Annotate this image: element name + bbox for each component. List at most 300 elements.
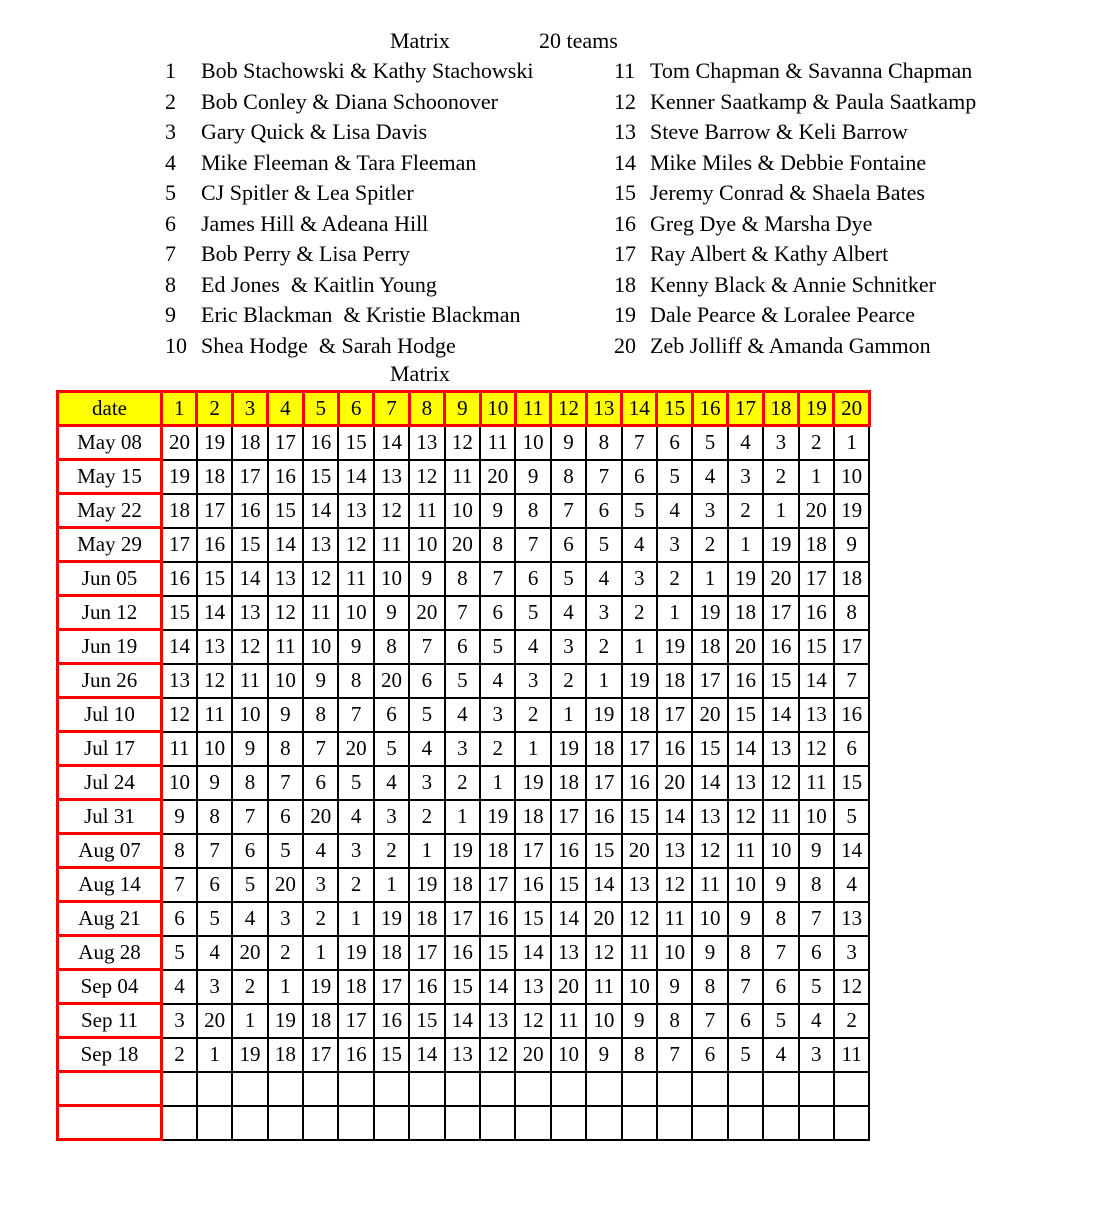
matrix-cell <box>657 1106 692 1140</box>
matrix-cell: 9 <box>303 664 338 698</box>
matrix-cell: 12 <box>763 766 798 800</box>
matrix-cell: 4 <box>692 460 727 494</box>
matrix-cell: 4 <box>622 528 657 562</box>
matrix-cell: 12 <box>834 970 869 1004</box>
matrix-cell: 20 <box>480 460 515 494</box>
matrix-cell: 10 <box>445 494 480 528</box>
team-column-header: 13 <box>586 392 621 426</box>
team-number: 3 <box>165 119 176 144</box>
matrix-cell <box>834 1106 869 1140</box>
matrix-cell: 4 <box>657 494 692 528</box>
matrix-cell: 13 <box>303 528 338 562</box>
matrix-cell <box>551 1106 586 1140</box>
team-column-header: 9 <box>445 392 480 426</box>
matrix-cell: 20 <box>338 732 373 766</box>
matrix-cell: 10 <box>551 1038 586 1072</box>
matrix-cell: 17 <box>374 970 409 1004</box>
matrix-cell: 17 <box>338 1004 373 1038</box>
matrix-cell: 7 <box>480 562 515 596</box>
matrix-cell: 19 <box>622 664 657 698</box>
matrix-cell: 3 <box>622 562 657 596</box>
matrix-cell: 16 <box>586 800 621 834</box>
matrix-cell: 2 <box>728 494 763 528</box>
matrix-cell: 1 <box>728 528 763 562</box>
matrix-cell: 2 <box>799 426 834 460</box>
matrix-cell: 5 <box>162 936 197 970</box>
matrix-cell: 9 <box>834 528 869 562</box>
matrix-cell: 12 <box>268 596 303 630</box>
matrix-cell: 13 <box>622 868 657 902</box>
team-column-header: 4 <box>268 392 303 426</box>
matrix-cell: 14 <box>303 494 338 528</box>
matrix-cell: 17 <box>445 902 480 936</box>
matrix-cell: 14 <box>232 562 267 596</box>
team-number: 15 <box>614 180 636 205</box>
matrix-cell: 18 <box>338 970 373 1004</box>
matrix-cell: 11 <box>162 732 197 766</box>
matrix-cell: 14 <box>551 902 586 936</box>
matrix-cell: 9 <box>692 936 727 970</box>
matrix-cell: 13 <box>197 630 232 664</box>
matrix-cell <box>692 1072 727 1106</box>
matrix-row <box>58 902 870 936</box>
matrix-row <box>58 562 870 596</box>
team-column-header: 16 <box>692 392 727 426</box>
matrix-cell: 17 <box>586 766 621 800</box>
matrix-cell: 2 <box>374 834 409 868</box>
team-entry <box>614 180 925 206</box>
date-cell: Aug 21 <box>58 902 162 936</box>
matrix-cell: 8 <box>728 936 763 970</box>
matrix-cell: 14 <box>515 936 550 970</box>
team-entry <box>165 180 414 206</box>
matrix-cell: 14 <box>480 970 515 1004</box>
date-cell: Jul 31 <box>58 800 162 834</box>
matrix-cell: 7 <box>834 664 869 698</box>
matrix-row <box>58 834 870 868</box>
team-name: Steve Barrow & Keli Barrow <box>650 119 908 144</box>
matrix-cell <box>763 1106 798 1140</box>
matrix-cell: 16 <box>374 1004 409 1038</box>
matrix-cell <box>551 1072 586 1106</box>
matrix-cell: 16 <box>622 766 657 800</box>
matrix-cell: 6 <box>303 766 338 800</box>
matrix-cell: 2 <box>409 800 444 834</box>
matrix-cell: 16 <box>799 596 834 630</box>
matrix-cell: 17 <box>622 732 657 766</box>
matrix-cell <box>622 1106 657 1140</box>
matrix-cell: 20 <box>657 766 692 800</box>
matrix-cell: 6 <box>162 902 197 936</box>
team-name: Bob Stachowski & Kathy Stachowski <box>201 58 534 83</box>
team-column-header: 11 <box>515 392 550 426</box>
matrix-cell: 7 <box>586 460 621 494</box>
matrix-cell: 19 <box>303 970 338 1004</box>
matrix-cell: 16 <box>268 460 303 494</box>
date-cell: Sep 11 <box>58 1004 162 1038</box>
matrix-cell: 11 <box>374 528 409 562</box>
matrix-cell: 13 <box>480 1004 515 1038</box>
matrix-cell: 5 <box>728 1038 763 1072</box>
matrix-cell: 17 <box>232 460 267 494</box>
matrix-cell: 16 <box>834 698 869 732</box>
matrix-cell: 17 <box>692 664 727 698</box>
matrix-cell: 2 <box>692 528 727 562</box>
matrix-cell: 7 <box>692 1004 727 1038</box>
matrix-cell: 14 <box>374 426 409 460</box>
matrix-cell: 1 <box>515 732 550 766</box>
matrix-cell: 16 <box>728 664 763 698</box>
team-name: James Hill & Adeana Hill <box>201 210 429 236</box>
matrix-cell: 12 <box>338 528 373 562</box>
matrix-cell: 10 <box>197 732 232 766</box>
matrix-cell: 18 <box>409 902 444 936</box>
matrix-cell: 12 <box>409 460 444 494</box>
matrix-row <box>58 596 870 630</box>
matrix-cell: 15 <box>268 494 303 528</box>
matrix-cell: 4 <box>445 698 480 732</box>
matrix-cell: 19 <box>515 766 550 800</box>
matrix-cell <box>657 1072 692 1106</box>
matrix-cell: 5 <box>799 970 834 1004</box>
matrix-cell: 7 <box>232 800 267 834</box>
matrix-cell: 1 <box>657 596 692 630</box>
team-entry <box>614 89 976 115</box>
matrix-cell: 9 <box>728 902 763 936</box>
matrix-cell: 4 <box>197 936 232 970</box>
matrix-cell: 10 <box>268 664 303 698</box>
matrix-cell: 9 <box>480 494 515 528</box>
team-entry <box>614 119 908 145</box>
matrix-cell: 10 <box>692 902 727 936</box>
matrix-cell: 10 <box>799 800 834 834</box>
matrix-row <box>58 630 870 664</box>
matrix-cell: 5 <box>338 766 373 800</box>
matrix-cell: 20 <box>763 562 798 596</box>
matrix-cell <box>374 1072 409 1106</box>
team-column-header: 2 <box>197 392 232 426</box>
team-name: Mike Fleeman & Tara Fleeman <box>201 149 477 175</box>
matrix-cell: 1 <box>834 426 869 460</box>
team-name: Bob Conley & Diana Schoonover <box>201 88 498 114</box>
date-cell <box>58 1106 162 1140</box>
matrix-cell: 8 <box>657 1004 692 1038</box>
matrix-cell: 10 <box>515 426 550 460</box>
team-entry <box>165 272 437 298</box>
matrix-cell: 6 <box>728 1004 763 1038</box>
matrix-cell: 7 <box>409 630 444 664</box>
matrix-cell <box>268 1072 303 1106</box>
team-entry <box>165 89 498 115</box>
matrix-cell: 7 <box>799 902 834 936</box>
matrix-cell <box>197 1072 232 1106</box>
team-number: 11 <box>614 58 636 83</box>
matrix-cell: 7 <box>622 426 657 460</box>
team-name: CJ Spitler & Lea Spitler <box>201 180 414 205</box>
matrix-cell <box>303 1072 338 1106</box>
matrix-cell: 12 <box>162 698 197 732</box>
matrix-row <box>58 1072 870 1106</box>
matrix-cell: 19 <box>480 800 515 834</box>
matrix-cell: 17 <box>834 630 869 664</box>
matrix-cell: 13 <box>338 494 373 528</box>
matrix-cell: 15 <box>763 664 798 698</box>
team-number: 8 <box>165 271 176 297</box>
matrix-cell: 11 <box>338 562 373 596</box>
matrix-header-row <box>58 392 870 426</box>
matrix-cell: 15 <box>480 936 515 970</box>
matrix-cell: 7 <box>657 1038 692 1072</box>
matrix-cell: 7 <box>338 698 373 732</box>
matrix-cell: 18 <box>551 766 586 800</box>
matrix-cell: 10 <box>657 936 692 970</box>
matrix-cell: 10 <box>763 834 798 868</box>
matrix-cell: 5 <box>586 528 621 562</box>
matrix-cell: 6 <box>515 562 550 596</box>
matrix-cell: 14 <box>692 766 727 800</box>
matrix-cell: 10 <box>162 766 197 800</box>
matrix-cell: 17 <box>763 596 798 630</box>
date-cell: Jul 24 <box>58 766 162 800</box>
matrix-cell: 19 <box>409 868 444 902</box>
matrix-cell: 5 <box>480 630 515 664</box>
matrix-cell: 8 <box>515 494 550 528</box>
matrix-cell: 7 <box>763 936 798 970</box>
matrix-cell: 15 <box>374 1038 409 1072</box>
matrix-cell: 20 <box>162 426 197 460</box>
matrix-cell: 3 <box>409 766 444 800</box>
matrix-cell: 3 <box>834 936 869 970</box>
matrix-cell: 9 <box>409 562 444 596</box>
matrix-cell: 8 <box>834 596 869 630</box>
team-column-header: 3 <box>232 392 267 426</box>
team-name: Ed Jones & Kaitlin Young <box>201 271 437 297</box>
matrix-cell: 2 <box>338 868 373 902</box>
matrix-cell: 14 <box>728 732 763 766</box>
matrix-cell: 7 <box>162 868 197 902</box>
matrix-row <box>58 970 870 1004</box>
matrix-cell: 3 <box>268 902 303 936</box>
matrix-cell: 9 <box>551 426 586 460</box>
matrix-cell: 11 <box>480 426 515 460</box>
team-number: 5 <box>165 180 176 205</box>
matrix-cell: 3 <box>586 596 621 630</box>
matrix-cell: 11 <box>657 902 692 936</box>
matrix-cell: 11 <box>268 630 303 664</box>
matrix-cell: 8 <box>232 766 267 800</box>
matrix-cell: 20 <box>692 698 727 732</box>
matrix-cell: 6 <box>374 698 409 732</box>
matrix-cell: 11 <box>763 800 798 834</box>
matrix-cell: 15 <box>551 868 586 902</box>
matrix-cell: 9 <box>657 970 692 1004</box>
matrix-cell: 19 <box>834 494 869 528</box>
matrix-cell: 5 <box>197 902 232 936</box>
matrix-cell <box>162 1072 197 1106</box>
matrix-cell: 8 <box>480 528 515 562</box>
matrix-label: Matrix <box>390 361 450 386</box>
matrix-cell: 17 <box>162 528 197 562</box>
matrix-cell: 6 <box>799 936 834 970</box>
matrix-cell: 12 <box>515 1004 550 1038</box>
matrix-cell: 20 <box>799 494 834 528</box>
matrix-cell: 16 <box>445 936 480 970</box>
matrix-cell: 8 <box>303 698 338 732</box>
matrix-cell: 13 <box>834 902 869 936</box>
matrix-cell: 1 <box>232 1004 267 1038</box>
matrix-cell: 14 <box>197 596 232 630</box>
matrix-cell: 13 <box>692 800 727 834</box>
matrix-cell: 15 <box>303 460 338 494</box>
team-number: 10 <box>165 332 187 358</box>
matrix-cell: 16 <box>409 970 444 1004</box>
matrix-cell <box>728 1072 763 1106</box>
matrix-cell: 13 <box>728 766 763 800</box>
matrix-cell: 11 <box>303 596 338 630</box>
matrix-cell <box>515 1072 550 1106</box>
matrix-cell: 17 <box>197 494 232 528</box>
matrix-cell: 19 <box>692 596 727 630</box>
matrix-cell <box>338 1106 373 1140</box>
matrix-cell: 3 <box>197 970 232 1004</box>
matrix-cell: 6 <box>445 630 480 664</box>
team-entry <box>165 150 476 176</box>
matrix-cell <box>728 1106 763 1140</box>
team-number: 20 <box>614 332 636 358</box>
matrix-cell: 9 <box>622 1004 657 1038</box>
team-column-header: 19 <box>799 392 834 426</box>
matrix-cell: 18 <box>303 1004 338 1038</box>
matrix-cell: 1 <box>374 868 409 902</box>
matrix-cell <box>586 1072 621 1106</box>
matrix-row <box>58 426 870 460</box>
matrix-cell: 20 <box>197 1004 232 1038</box>
matrix-cell: 2 <box>162 1038 197 1072</box>
matrix-cell: 3 <box>515 664 550 698</box>
matrix-cell: 15 <box>338 426 373 460</box>
matrix-cell: 16 <box>551 834 586 868</box>
matrix-cell: 18 <box>197 460 232 494</box>
matrix-cell: 9 <box>374 596 409 630</box>
matrix-cell: 5 <box>445 664 480 698</box>
matrix-cell: 17 <box>799 562 834 596</box>
team-number: 4 <box>165 149 176 175</box>
matrix-cell: 5 <box>834 800 869 834</box>
matrix-cell: 4 <box>586 562 621 596</box>
matrix-cell: 11 <box>692 868 727 902</box>
matrix-cell <box>232 1072 267 1106</box>
matrix-cell: 11 <box>409 494 444 528</box>
matrix-cell: 4 <box>162 970 197 1004</box>
matrix-cell: 6 <box>622 460 657 494</box>
matrix-cell: 5 <box>657 460 692 494</box>
team-name: Mike Miles & Debbie Fontaine <box>650 149 927 175</box>
matrix-cell: 19 <box>728 562 763 596</box>
team-entry <box>614 333 931 359</box>
matrix-cell: 8 <box>763 902 798 936</box>
matrix-cell: 4 <box>303 834 338 868</box>
matrix-cell: 16 <box>303 426 338 460</box>
matrix-cell: 3 <box>551 630 586 664</box>
team-number: 19 <box>614 302 636 327</box>
matrix-cell: 3 <box>728 460 763 494</box>
matrix-cell: 12 <box>622 902 657 936</box>
date-cell: Sep 18 <box>58 1038 162 1072</box>
date-cell: Aug 14 <box>58 868 162 902</box>
matrix-cell <box>303 1106 338 1140</box>
matrix-cell: 6 <box>480 596 515 630</box>
matrix-cell: 10 <box>834 460 869 494</box>
matrix-cell: 8 <box>374 630 409 664</box>
matrix-cell: 4 <box>232 902 267 936</box>
matrix-cell: 13 <box>763 732 798 766</box>
matrix-cell: 8 <box>445 562 480 596</box>
matrix-cell: 6 <box>197 868 232 902</box>
matrix-cell: 9 <box>763 868 798 902</box>
team-number: 1 <box>165 58 176 83</box>
matrix-cell: 7 <box>515 528 550 562</box>
date-cell: May 22 <box>58 494 162 528</box>
matrix-cell: 1 <box>480 766 515 800</box>
team-number: 18 <box>614 271 636 297</box>
date-cell: Jul 17 <box>58 732 162 766</box>
matrix-cell: 19 <box>763 528 798 562</box>
matrix-cell: 7 <box>197 834 232 868</box>
matrix-cell: 8 <box>162 834 197 868</box>
matrix-row <box>58 936 870 970</box>
matrix-cell: 1 <box>799 460 834 494</box>
team-name: Zeb Jolliff & Amanda Gammon <box>650 332 931 358</box>
matrix-cell <box>586 1106 621 1140</box>
date-cell: Jul 10 <box>58 698 162 732</box>
matrix-cell <box>834 1072 869 1106</box>
matrix-row <box>58 698 870 732</box>
matrix-cell: 15 <box>834 766 869 800</box>
matrix-cell: 15 <box>515 902 550 936</box>
matrix-cell: 9 <box>268 698 303 732</box>
matrix-cell: 6 <box>834 732 869 766</box>
matrix-cell: 20 <box>268 868 303 902</box>
matrix-cell: 1 <box>303 936 338 970</box>
team-name: Jeremy Conrad & Shaela Bates <box>650 180 925 205</box>
matrix-cell: 6 <box>551 528 586 562</box>
team-number: 17 <box>614 241 636 266</box>
matrix-cell: 3 <box>445 732 480 766</box>
matrix-cell: 3 <box>303 868 338 902</box>
date-cell <box>58 1072 162 1106</box>
team-entry <box>614 211 872 237</box>
matrix-cell: 7 <box>728 970 763 1004</box>
date-cell: Aug 28 <box>58 936 162 970</box>
date-cell: Jun 19 <box>58 630 162 664</box>
matrix-row <box>58 494 870 528</box>
matrix-cell: 3 <box>763 426 798 460</box>
matrix-cell: 6 <box>692 1038 727 1072</box>
matrix-cell: 5 <box>763 1004 798 1038</box>
matrix-cell: 6 <box>409 664 444 698</box>
matrix-cell: 4 <box>374 766 409 800</box>
matrix-cell: 18 <box>834 562 869 596</box>
date-cell: Jun 26 <box>58 664 162 698</box>
matrix-cell: 15 <box>586 834 621 868</box>
matrix-cell: 9 <box>515 460 550 494</box>
matrix-cell: 11 <box>834 1038 869 1072</box>
matrix-cell: 6 <box>763 970 798 1004</box>
matrix-cell: 15 <box>445 970 480 1004</box>
matrix-cell: 15 <box>799 630 834 664</box>
matrix-cell: 11 <box>445 460 480 494</box>
matrix-cell: 18 <box>445 868 480 902</box>
